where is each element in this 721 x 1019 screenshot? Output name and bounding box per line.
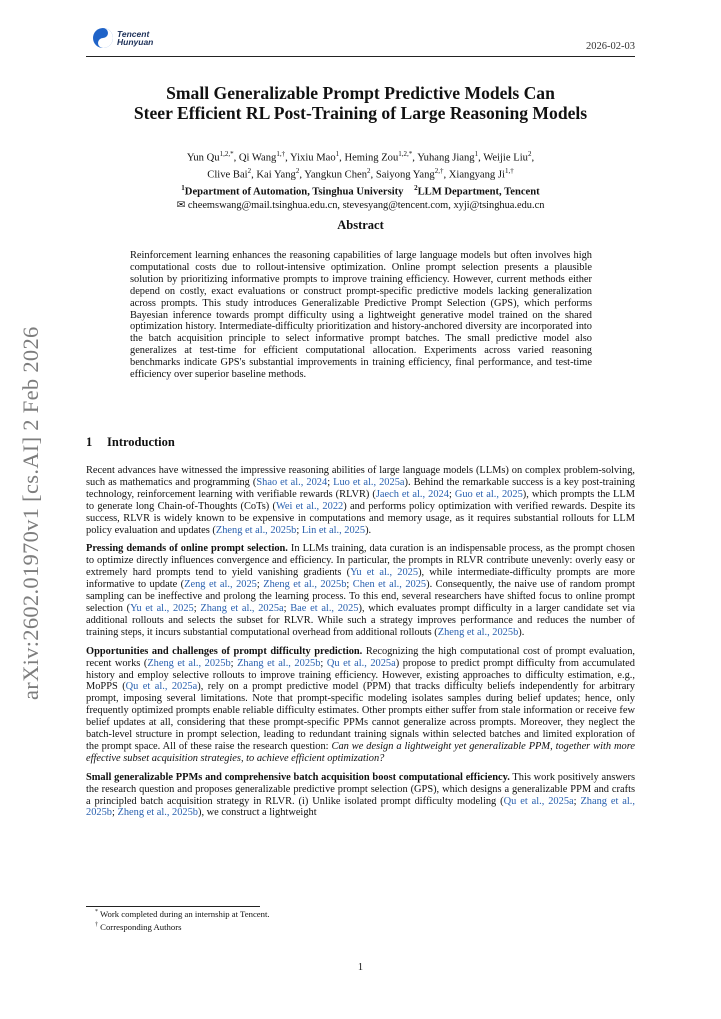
intro-paragraph [86, 772, 635, 820]
body-text: ) propose to predict prompt difficulty from accumulated history and employ selective rollouts to improve training efficiency. However, existing approaches to difficulty estimation, e.g., MoPPS ( [86, 657, 635, 693]
email-line [86, 199, 635, 213]
author-name: Yuhang Jiang [417, 152, 475, 164]
footnote-text: Corresponding Authors [98, 921, 182, 932]
author-name: Yixiu Mao [290, 152, 336, 164]
hunyuan-logo-icon [92, 27, 114, 49]
author-name: Heming Zou [344, 152, 399, 164]
footnote-symbol: † [95, 921, 98, 928]
footnote [95, 907, 270, 920]
header-rule [86, 56, 635, 57]
body-text: ). [518, 626, 525, 638]
author-affil-sup: 2 [527, 150, 532, 158]
logo-line2: Hunyuan [117, 37, 154, 47]
citation-link[interactable]: Bae et al., 2025 [290, 602, 359, 614]
author-affil-sup: 2 [247, 167, 252, 176]
author-affil-sup: 1 [335, 150, 340, 158]
body-text: ). Behind the remarkable success is a key post-training technology, reinforcement learning with verifiable rewards (RLVR) ( [86, 476, 635, 500]
footnote-text: Work completed during an internship at Tencent. [98, 908, 270, 919]
author-line-1: Yun $Qu^{1,2,*}$, Qi Wang$^{1,\dagger}$, Yixiu Mao$^1$, Heming Zou$^{1,2,*}$, Yuhang Jiang$^1$, Weijie Liu$^2$, [186, 150, 535, 164]
header-date: 2026-02-03 [586, 41, 635, 52]
affil2-sup: 2 [414, 184, 418, 193]
citation-link[interactable]: Zeng et al., 2025 [184, 579, 257, 591]
body-text: ; [327, 476, 334, 488]
author-name: Weijie Liu [483, 152, 528, 164]
author-name: Clive Bai [207, 169, 248, 181]
author-name: Saiyong Yang [375, 169, 435, 181]
body-text: ), which evaluates prompt difficulty in a larger candidate set via additional rollouts and selects the subset for RLVR. While such a strategy improves performance and reduces the number of training steps, it incurs substantial computational overhead from additional rollouts ( [86, 602, 635, 638]
citation-link[interactable]: Zheng et al., 2025b [437, 626, 519, 638]
author-line-2: Clive Bai$^2$, Kai Yang$^2$, Yangkun Chen$^2$, Saiyong Yang$^{2,\dagger}$, Xiangyang $Ji^{1,\dagger}$ [207, 167, 514, 181]
citation-link[interactable]: Zheng et al., 2025b [147, 657, 231, 669]
citation-link[interactable]: Qu et al., 2025a [503, 795, 574, 807]
author-affil-sup: 1 [474, 150, 479, 158]
section-title: Introduction [107, 435, 175, 449]
author-name: Xiangyang Ji [448, 169, 505, 181]
author-affil-sup: 1,2,* [219, 150, 234, 158]
author-affil-sup: 1,† [276, 150, 286, 158]
body-text: ), which prompts the LLM to generate long Chain-of-Thoughts (CoTs) ( [86, 488, 635, 512]
body-text: ), we construct a lightweight [198, 807, 317, 819]
citation-link[interactable]: Shao et al., 2024 [256, 476, 328, 488]
section-number: 1 [86, 435, 93, 449]
body-text: In LLMs training, data curation is an indispensable process, as the prompt chosen to optimize directly influences convergence and efficiency. In particular, the prompts in RLVR contribute unevenly: overly easy or extremely hard prompts tend to yield vanishing gradients ( [86, 543, 635, 579]
page-number: 1 [357, 962, 364, 973]
affiliations [86, 182, 635, 199]
citation-link[interactable]: Yu et al., 2025 [350, 567, 419, 579]
body-text: ; [230, 657, 238, 669]
intro-paragraph [86, 646, 635, 765]
body-text: ; [320, 657, 327, 669]
author-block [86, 148, 635, 213]
arxiv-side-stamp: arXiv:2602.01970v1 [cs.AI] 2 Feb 2026 [18, 326, 43, 700]
research-question: Can we design a lightweight yet generalizable PPM, together with more effective subset acquisition strategies, to achieve efficient optimization? [86, 740, 635, 764]
body-text: ). [365, 524, 372, 536]
author-affil-sup: 2,† [434, 167, 444, 176]
author-name: Yun Qu [186, 152, 220, 164]
title-line-2: Steer Efficient RL Post-Training of Large Reasoning Models [133, 103, 588, 123]
citation-link[interactable]: Guo et al., 2025 [454, 488, 523, 500]
citation-link[interactable]: Jaech et al., 2024 [375, 488, 449, 500]
intro-paragraph [86, 465, 635, 536]
logo-line1: Tencent [117, 28, 150, 39]
citation-link[interactable]: Zhang et al., 2025a [200, 602, 284, 614]
citation-link[interactable]: Wei et al., 2022 [275, 500, 344, 512]
citation-link[interactable]: Zheng et al., 2025b [263, 579, 347, 591]
author-name: Yangkun Chen [304, 169, 368, 181]
paragraph-lead: Pressing demands of online prompt selection. [86, 543, 288, 555]
citation-link[interactable]: Qu et al., 2025a [326, 657, 396, 669]
body-text: ; [193, 602, 201, 614]
footnote [95, 920, 270, 933]
body-text: ; [346, 579, 353, 591]
body-text: ) and performs policy optimization with verified rewards. Despite its success, RLVR is widely known to be expensive in computations and memory usage, as it requires substantial rollouts for LLM policy evaluation and updates ( [86, 500, 635, 536]
abstract-heading: Abstract [337, 218, 384, 232]
body-text: ), rely on a prompt predictive model (PPM) that tracks difficulty beliefs independently for arbitrary prompt, imposing several limitations. Note that prompt-specific modeling isolates samples during belief updates; hence, only frequently optimized prompts enable reliable difficulty estimates. Other prompts either suffer from stale information or receive few belief updates at all, considering that these prompt-specific PPMs cannot generalize across prompts. Moreover, they neglect the batch-level structure in prompt selection, leading to redundant training signals within selected batches and limited exploration of the prompt space. All of these raise the research question: [86, 681, 636, 752]
body-text: ; [296, 524, 302, 536]
author-affil-sup: 1,2,* [398, 150, 413, 158]
citation-link[interactable]: Qu et al., 2025a [125, 681, 198, 693]
intro-paragraph [86, 543, 635, 638]
paragraph-lead: Opportunities and challenges of prompt difficulty prediction. [86, 645, 363, 657]
body-text: Recent advances have witnessed the impressive reasoning abilities of large language models (LLMs) on complex problem-solving, such as mathematics and programming ( [86, 465, 635, 488]
author-name: Kai Yang [256, 169, 296, 181]
citation-link[interactable]: Chen et al., 2025 [352, 579, 427, 591]
paragraph-lead: Small generalizable PPMs and comprehensive batch acquisition boost computational efficiency. [86, 771, 510, 783]
abstract-text: Reinforcement learning enhances the reasoning capabilities of large language models but often involves high computational costs due to rollout-intensive optimization. Online prompt selection presents a plausible solution by prioritizing informative prompts to improve training efficiency. However, current methods either depend on costly, exact evaluations or construct prompt-specific predictive models lacking generalization across prompts. This study introduces Generalizable Predictive Prompt Selection (GPS), which performs Bayesian inference towards prompt difficulty using a lightweight generative model trained on the shared optimization history. Intermediate-difficulty prioritization and history-anchored diversity are incorporated into the batch acquisition principle to select informative prompt batches. The small predictive model also generalizes at test-time for efficient computational allocation. Experiments across varied reasoning benchmarks indicate GPS's substantial improvements in training efficiency, final performance, and test-time efficiency over superior baseline methods. [130, 250, 592, 381]
author-affil-sup: 1,† [504, 167, 514, 176]
affil1-sup: 1 [181, 184, 185, 193]
citation-link[interactable]: Zheng et al., 2025b [215, 524, 297, 536]
section-heading [86, 435, 175, 450]
citation-link[interactable]: Yu et al., 2025 [130, 602, 194, 614]
citation-link[interactable]: Luo et al., 2025a [333, 476, 405, 488]
body-text: ; [111, 807, 118, 819]
affiliation-1: Department of Automation, Tsinghua University [184, 186, 404, 198]
citation-link[interactable]: Zheng et al., 2025b [117, 807, 198, 819]
paper-title [86, 83, 635, 123]
affiliation-2: LLM Department, Tencent [417, 186, 540, 198]
citation-link[interactable]: Lin et al., 2025 [301, 524, 366, 536]
title-line-1: Small Generalizable Prompt Predictive Models Can [166, 83, 555, 103]
citation-link[interactable]: Zhang et al., 2025b [237, 657, 321, 669]
emails[interactable]: cheemswang@mail.tsinghua.edu.cn, stevesyang@tencent.com, xyji@tsinghua.edu.cn [187, 200, 545, 212]
body-text: ; [283, 602, 291, 614]
footnote-symbol: * [95, 909, 98, 915]
body-text: ; [256, 579, 264, 591]
author-affil-sup: 2 [295, 167, 300, 176]
author-affil-sup: 2 [367, 167, 371, 176]
body-text: ; [573, 795, 581, 807]
body-text: ; [448, 488, 455, 500]
logo-wordmark [117, 30, 153, 47]
body-text: This work positively answers the research question and proposes generalizable predictive prompt selection (GPS), which designs a generalizable PPM and crafts a principled batch acquisition strategy in RLVR. (i) Unlike isolated prompt difficulty modeling ( [86, 771, 635, 807]
envelope-icon: ✉ [176, 200, 188, 212]
citation-link[interactable]: Zhang et al., 2025b [86, 795, 635, 819]
body-text: ). Consequently, the naive use of random prompt sampling can be ineffective and prolong the learning process. To this end, several researchers have shifted focus to online prompt selection ( [86, 579, 635, 614]
body-text: Recognizing the high computational cost of prompt evaluation, recent works ( [86, 645, 635, 669]
footnotes [95, 907, 270, 933]
intro-body [86, 465, 635, 826]
tencent-hunyuan-logo [92, 27, 153, 49]
body-text: ), while intermediate-difficulty prompts are more informative to update ( [86, 567, 635, 591]
author-name: Qi Wang [238, 152, 277, 164]
